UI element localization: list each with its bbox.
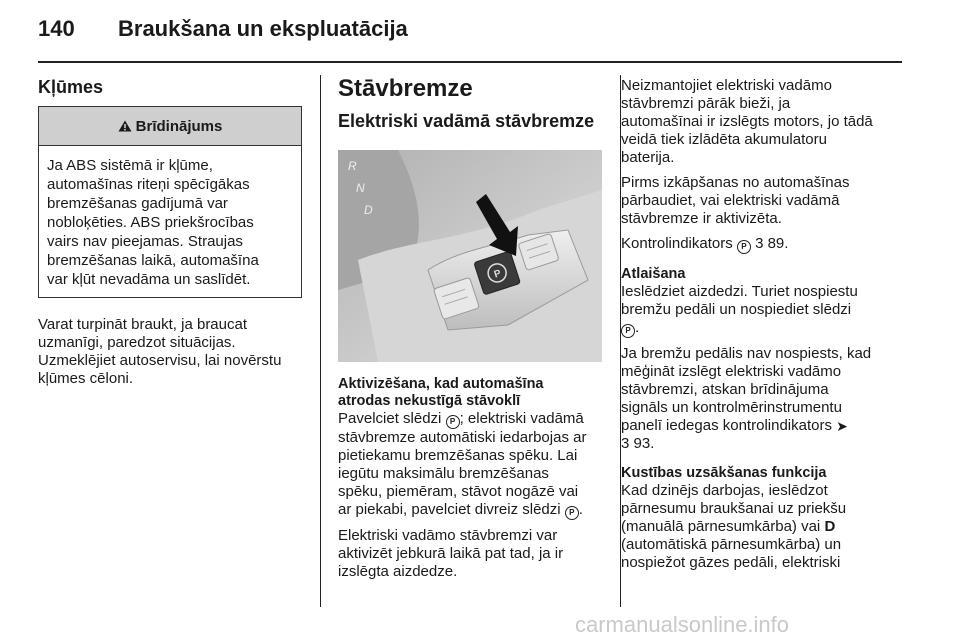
warning-line: var kļūt nevadāma un saslīdēt. [47, 271, 251, 288]
parking-brake-indicator-icon: P [737, 240, 751, 254]
gear-label: D [364, 203, 373, 217]
usage-paragraph: Neizmantojiet elektriski vadāmo stāvbremzi pārāk bieži, ja automašīnai ir izslēgts motors, jo tādā veidā tiek izlādēta akumulatoru baterija. [621, 77, 873, 166]
parking-brake-title: Stāvbremze [338, 75, 473, 102]
column-2 [338, 73, 606, 588]
warning-line: nobloķēties. ABS priekšrocības [47, 214, 254, 231]
parking-brake-icon: P [446, 415, 460, 429]
chapter-title: Braukšana un ekspluatācija [118, 16, 408, 41]
column-1 [38, 73, 302, 395]
drive-away-paragraph: Kad dzinējs darbojas, ieslēdzot pārnesumu braukšanai uz priekšu (manuālā pārnesumkārba) vai D (automātiskā pārnesumkārba) un nospiežot gāzes pedāli, elektriski [621, 482, 847, 571]
watermark: carmanualsonline.info [575, 612, 790, 637]
warning-header [39, 107, 301, 146]
parking-brake-subtitle: Elektriski vadāmā stāvbremze [338, 111, 595, 131]
parking-brake-icon: P [621, 324, 635, 338]
faults-paragraph: Varat turpināt braukt, ja braucat uzmanīgi, paredzot situācijas. Uzmeklējiet autoservisu, lai novērstu kļūmes cēloni. [38, 316, 282, 387]
warning-line: automašīnas riteņi spēcīgākas [47, 176, 250, 193]
warning-triangle-icon [118, 120, 132, 132]
page-number: 140 [38, 16, 75, 41]
brake-pedal-indicator-icon: ➤ [836, 418, 848, 434]
console-illustration [338, 150, 602, 362]
activation-heading: Aktivizēšana, kad automašīna atrodas nekustīgā stāvoklī [338, 376, 544, 409]
gear-label: N [356, 181, 365, 195]
release-heading: Atlaišana [621, 266, 686, 282]
release-paragraph: Ieslēdziet aizdedzi. Turiet nospiestu bremžu pedāli un nospiediet slēdzi P . [621, 283, 858, 336]
warning-line: Ja ABS sistēmā ir kļūme, [47, 157, 213, 174]
column-divider-1 [320, 75, 321, 607]
warning-box [38, 106, 302, 298]
gear-label: R [348, 159, 357, 173]
indicator-reference: Kontrolindikators P 3 89. [621, 235, 789, 252]
page-reference-arrow-icon: 3 [621, 435, 630, 452]
warning-line: vairs nav pieejamas. Straujas [47, 233, 243, 250]
warning-title: Brīdinājums [135, 117, 223, 135]
parking-brake-icon: P [565, 506, 579, 520]
warning-signal-paragraph: Ja bremžu pedālis nav nospiests, kad mēģināt izslēgt elektriski vadāmo stāvbremzi, atskan brīdinājuma signāls un kontrolmērinstrumentu panelī iedegas kontrolindikators ➤ 3 93. [621, 345, 872, 452]
exit-check-paragraph: Pirms izkāpšanas no automašīnas pārbaudiet, vai elektriski vadāmā stāvbremze ir aktivizēta. [621, 174, 850, 227]
activation-paragraph: Pavelciet slēdzi P ; elektriski vadāmā stāvbremze automātiski iedarbojas ar pietiekamu bremzēšanas spēku. Lai iegūtu maksimālu bremzēšanas spēku, piemēram, stāvot nogāzē vai ar piekabi, pavelciet divreiz slēdzi P . [338, 410, 587, 518]
section-title-faults: Kļūmes [38, 77, 104, 97]
parking-brake-photo [338, 150, 602, 362]
warning-text [39, 146, 301, 297]
svg-text:P: P [492, 268, 503, 281]
page-reference-arrow-icon: 3 [755, 235, 764, 252]
activation-paragraph-2: Elektriski vadāmo stāvbremzi var aktivizēt jebkurā laikā pat tad, ja ir izslēgta aizdedze. [338, 527, 564, 580]
column-3 [621, 73, 906, 579]
warning-line: bremzēšanas laikā, automašīna [47, 252, 259, 269]
drive-away-heading: Kustības uzsākšanas funkcija [621, 465, 827, 481]
warning-line: bremzēšanas gadījumā var [47, 195, 228, 212]
header-rule [38, 61, 902, 63]
